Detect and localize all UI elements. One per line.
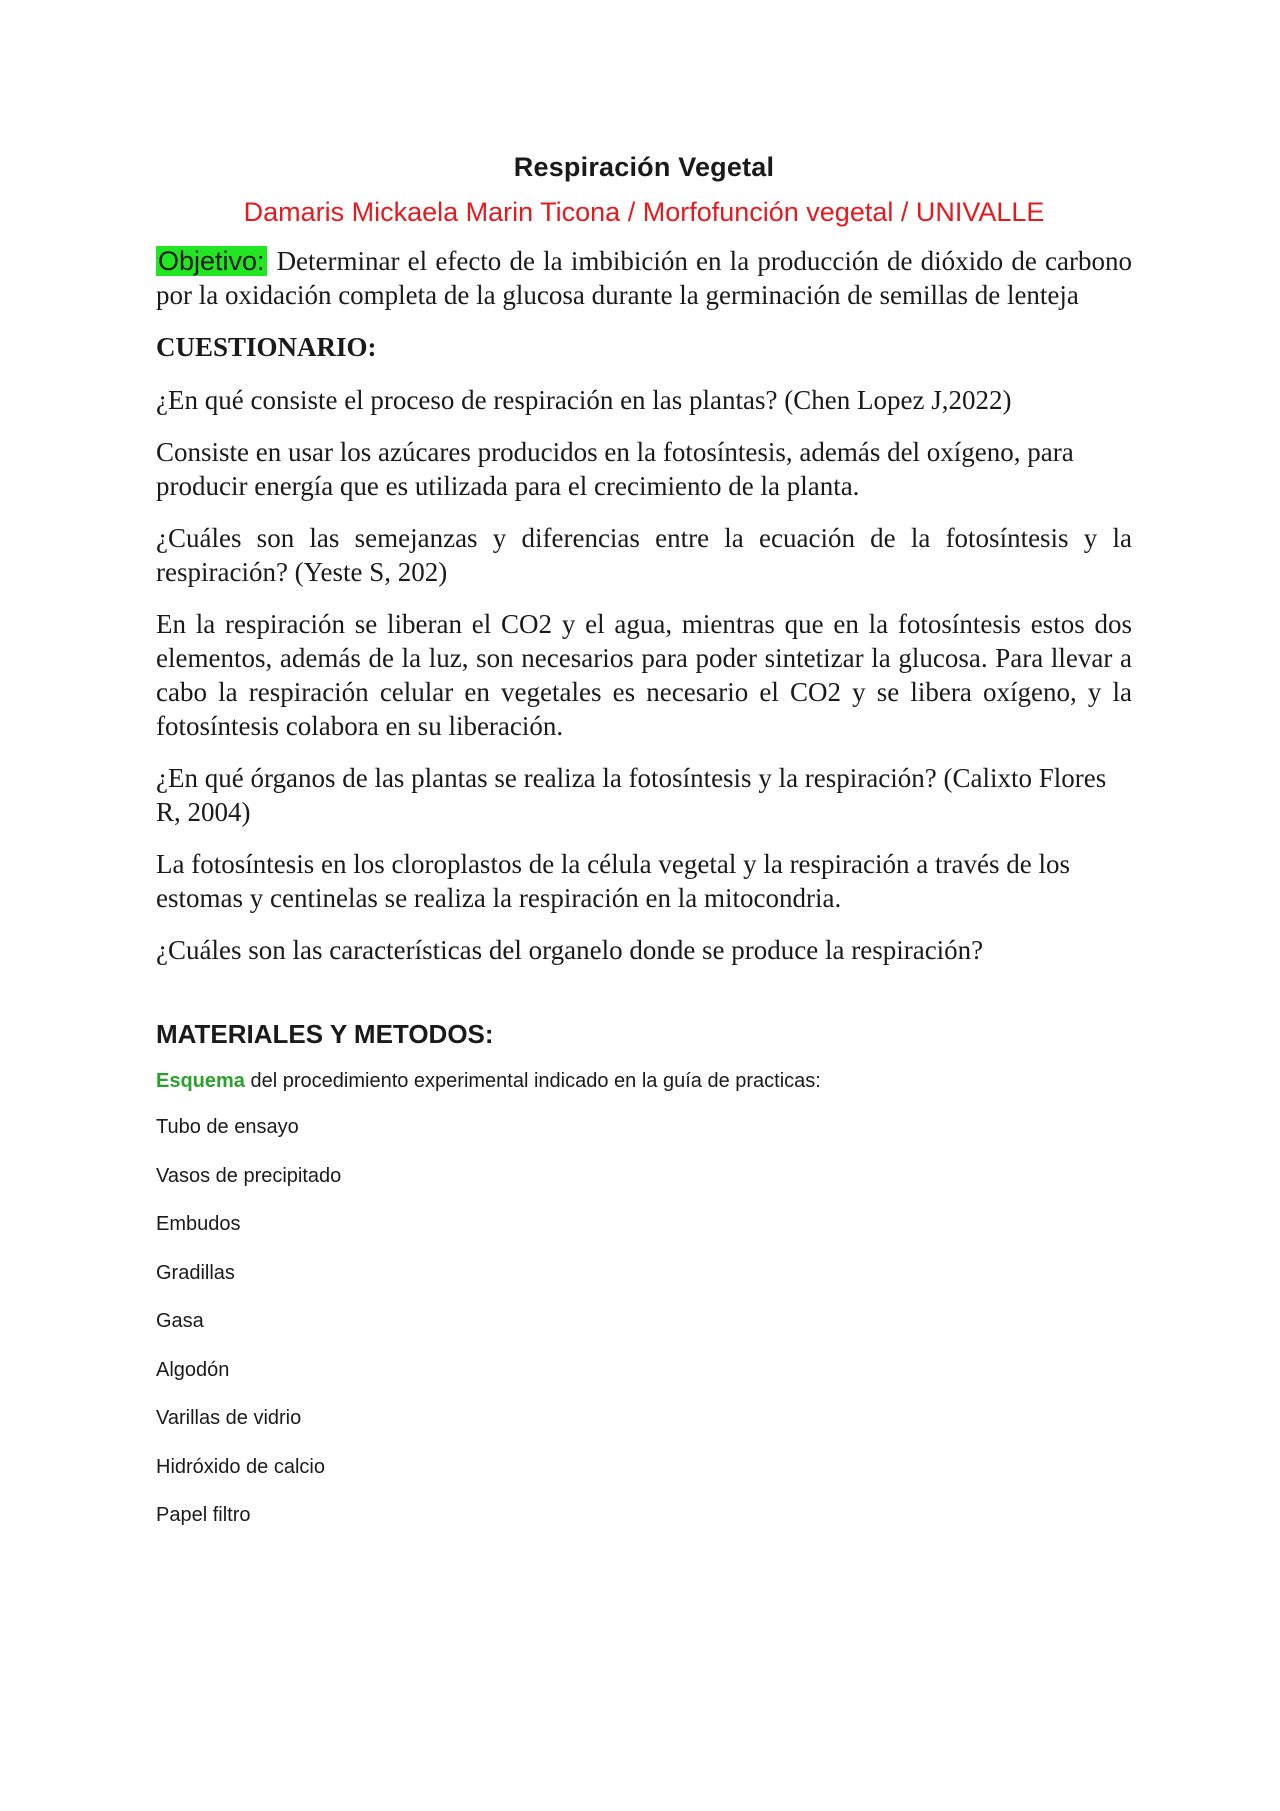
list-item: Varillas de vidrio [156,1407,302,1429]
list-item: Gradillas [156,1261,235,1284]
questionnaire-heading: CUESTIONARIO: [156,332,377,362]
list-item: Gasa [156,1310,204,1332]
list-item: Vasos de precipitado [156,1164,342,1187]
document-title: Respiración Vegetal [513,152,775,182]
scheme-keyword: Esquema [156,1070,245,1092]
list-item: Papel filtro [156,1504,251,1526]
list-item: Tubo de ensayo [156,1116,299,1138]
materials-heading: MATERIALES Y METODOS: [156,1019,494,1049]
scheme-text: del procedimiento experimental indicado en la guía de practicas: [250,1070,821,1092]
question-2: ¿Cuáles son las semejanzas y diferencias entre la ecuación de la fotosíntesis y la respiración? (Yeste S, 202) [156,523,1132,587]
question-1: ¿En qué consiste el proceso de respiración en las plantas? (Chen Lopez J,2022) [156,385,1012,415]
materials-list [156,1115,1132,1552]
list-item: Embudos [156,1213,241,1235]
document-page [156,152,1132,1552]
answer-1: Consiste en usar los azúcares producidos en la fotosíntesis, además del oxígeno, para producir energía que es utilizada para el crecimiento de la planta. [156,437,1074,501]
list-item: Hidróxido de calcio [156,1455,325,1478]
question-4: ¿Cuáles son las características del organelo donde se produce la respiración? [156,935,984,965]
answer-2: En la respiración se liberan el CO2 y el agua, mientras que en la fotosíntesis estos dos elementos, además de la luz, son necesarios para poder sintetizar la glucosa. Para llevar a cabo la respiración celular en vegetales es necesario el CO2 y se libera oxígeno, y la fotosíntesis colabora en su liberación. [156,609,1132,741]
list-item: Algodón [156,1358,230,1381]
answer-3: La fotosíntesis en los cloroplastos de la célula vegetal y la respiración a través de los estomas y centinelas se realiza la respiración en la mitocondria. [156,849,1070,913]
objective-text: Determinar el efecto de la imbibición en la producción de dióxido de carbono por la oxidación completa de la glucosa durante la germinación de semillas de lenteja [156,246,1132,310]
scheme-line [156,1070,1132,1093]
question-3: ¿En qué órganos de las plantas se realiza la fotosíntesis y la respiración? (Calixto Flores R, 2004) [156,763,1107,827]
document-subtitle: Damaris Mickaela Marin Ticona / Morfofunción vegetal / UNIVALLE [243,197,1045,227]
objective-paragraph [156,244,1132,312]
objective-label: Objetivo: [158,246,265,276]
